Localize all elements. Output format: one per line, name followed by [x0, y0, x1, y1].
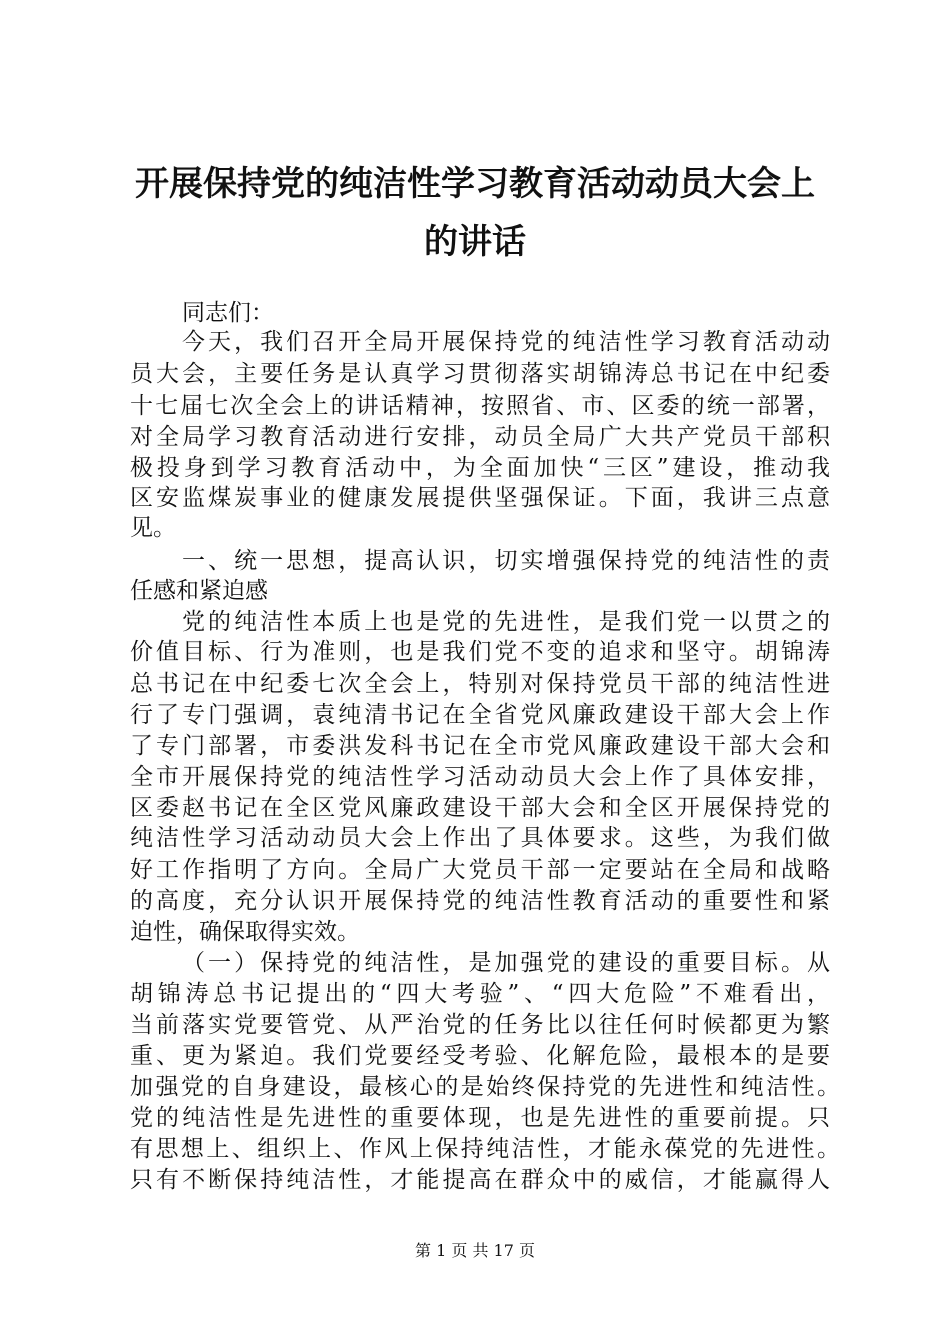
paragraph-line: 员大会，主要任务是认真学习贯彻落实胡锦涛总书记在中纪委 [130, 361, 830, 387]
paragraph-line: 对全局学习教育活动进行安排，动员全局广大共产党员干部积 [130, 424, 830, 450]
paragraph-line: 十七届七次全会上的讲话精神，按照省、市、区委的统一部署， [130, 393, 830, 419]
paragraph-line: 的高度，充分认识开展保持党的纯洁性教育活动的重要性和紧 [130, 888, 830, 914]
paragraph-line: 全市开展保持党的纯洁性学习活动动员大会上作了具体安排， [130, 764, 830, 790]
paragraph-line: 当前落实党要管党、从严治党的任务比以往任何时候都更为繁 [130, 1012, 830, 1038]
paragraph-line: 党的纯洁性是先进性的重要体现，也是先进性的重要前提。只 [130, 1105, 830, 1131]
paragraph-line: 加强党的自身建设，最核心的是始终保持党的先进性和纯洁性。 [130, 1074, 840, 1100]
paragraph-line: 有思想上、组织上、作风上保持纯洁性，才能永葆党的先进性。 [130, 1136, 840, 1162]
section-heading: 任感和紧迫感 [130, 578, 268, 604]
paragraph-line: 区委赵书记在全区党风廉政建设干部大会和全区开展保持党的 [130, 795, 830, 821]
paragraph-line: 迫性，确保取得实效。 [130, 919, 360, 945]
paragraph-line: 价值目标、行为准则，也是我们党不变的追求和坚守。胡锦涛 [130, 639, 830, 665]
document-title-line-1: 开展保持党的纯洁性学习教育活动动员大会上 [135, 164, 815, 204]
paragraph-line: 重、更为紧迫。我们党要经受考验、化解危险，最根本的是要 [130, 1043, 830, 1069]
paragraph-line: 今天，我们召开全局开展保持党的纯洁性学习教育活动动 [182, 329, 830, 355]
paragraph-line: 胡锦涛总书记提出的“四大考验”、“四大危险”不难看出， [130, 981, 830, 1007]
paragraph-line: 只有不断保持纯洁性，才能提高在群众中的威信，才能赢得人 [130, 1167, 830, 1193]
paragraph-line: 好工作指明了方向。全局广大党员干部一定要站在全局和战略 [130, 857, 830, 883]
paragraph-line: 总书记在中纪委七次全会上，特别对保持党员干部的纯洁性进 [130, 671, 830, 697]
paragraph-line: 了专门部署，市委洪发科书记在全市党风廉政建设干部大会和 [130, 733, 830, 759]
salutation: 同志们： [182, 300, 274, 326]
paragraph-line: 极投身到学习教育活动中，为全面加快“三区”建设，推动我 [130, 455, 830, 481]
paragraph-line: 见。 [130, 515, 176, 541]
paragraph-line: 区安监煤炭事业的健康发展提供坚强保证。下面，我讲三点意 [130, 485, 830, 511]
paragraph-line: 行了专门强调，袁纯清书记在全省党风廉政建设干部大会上作 [130, 702, 830, 728]
page-footer: 第 1 页 共 17 页 [415, 1241, 535, 1260]
paragraph-line: 党的纯洁性本质上也是党的先进性，是我们党一以贯之的 [182, 609, 830, 635]
paragraph-line: 纯洁性学习活动动员大会上作出了具体要求。这些，为我们做 [130, 825, 830, 851]
document-title-line-2: 的讲话 [424, 222, 526, 262]
paragraph-line: （一）保持党的纯洁性，是加强党的建设的重要目标。从 [182, 950, 830, 976]
section-heading: 一、统一思想，提高认识，切实增强保持党的纯洁性的责 [182, 548, 830, 574]
